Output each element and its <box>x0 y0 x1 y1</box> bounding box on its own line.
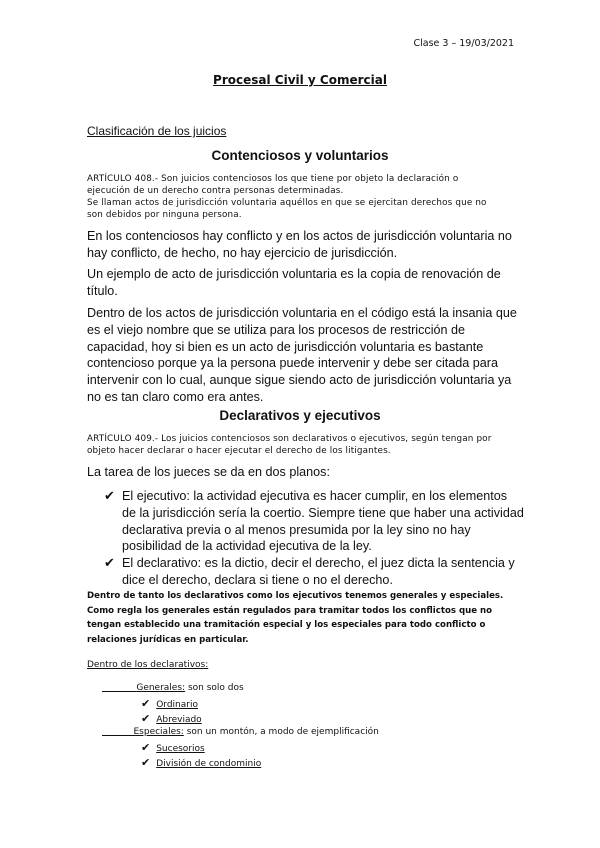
article-408-line: Se llaman actos de jurisdicción voluntaria aquéllos en que se ejercitan derechos que no <box>87 198 487 208</box>
tree-especiales <box>102 727 379 737</box>
tree-item-ordinario <box>141 697 198 710</box>
article-408-line: ARTÍCULO 408.- Son juicios contenciosos los que tiene por objeto la declaración o <box>87 174 459 184</box>
check-item <box>104 555 524 589</box>
check-list <box>104 488 524 589</box>
check-icon: ✔ <box>141 712 151 725</box>
article-408-line: ejecución de un derecho contra personas determinadas. <box>87 186 344 196</box>
especiales-label: Especiales: <box>133 727 184 737</box>
tree-item-sucesorios <box>141 741 205 754</box>
article-409-line: ARTÍCULO 409.- Los juicios contenciosos son declarativos o ejecutivos, según tengan por <box>87 434 492 444</box>
check-icon: ✔ <box>104 555 115 571</box>
tree-item-label: Ordinario <box>156 700 198 710</box>
article-408 <box>87 173 517 221</box>
paragraph-conflict: En los contenciosos hay conflicto y en los actos de jurisdicción voluntaria no hay conflicto, de hecho, no hay ejercicio de jurisdicción. <box>87 229 512 260</box>
check-icon: ✔ <box>141 756 151 769</box>
tree-title: Dentro de los declarativos: <box>87 660 209 670</box>
check-icon: ✔ <box>104 488 115 503</box>
check-item-text: El ejecutivo: la actividad ejecutiva es hacer cumplir, en los elementos de la jurisdicción sería la coertio. Siempre tiene que haber una actividad declarativa previa o al menos presumida por la ley sino no hay posibilidad de la actividad ejecutiva de la ley. <box>122 489 524 554</box>
tree-item-label: Sucesorios <box>156 744 205 754</box>
check-icon: ✔ <box>141 741 151 754</box>
article-409 <box>87 433 517 457</box>
tree-item-division <box>141 756 261 769</box>
bold-note: Dentro de tanto los declarativos como los ejecutivos tenemos generales y especiales. Como regla los generales están regulados para tramitar todos los conflictos que no tengan establecido una tramitación especial y los especiales para todo conflicto o relaciones jurídicas en particular. <box>87 591 504 645</box>
tree-item-label: Abreviado <box>156 715 202 725</box>
tree-item-label: División de condominio <box>156 759 262 769</box>
paragraph-example: Un ejemplo de acto de jurisdicción voluntaria es la copia de renovación de título. <box>87 267 501 298</box>
paragraph-insania: Dentro de los actos de jurisdicción voluntaria en el código está la insania que es el viejo nombre que se utiliza para los procesos de restricción de capacidad, hoy si bien es un acto de jurisdicción voluntaria es bastante contencioso porque ya la persona puede intervenir y debe ser citada para intervenir con lo cual, aunque sigue siendo acto de jurisdicción voluntaria ya no es tan claro como era antes. <box>87 306 517 404</box>
especiales-text: son un montón, a modo de ejemplificación <box>183 727 379 737</box>
article-409-line: objeto hacer declarar o hacer ejecutar el derecho de los litigantes. <box>87 446 391 456</box>
section-label: Clasificación de los juicios <box>87 124 227 138</box>
paragraph-tarea: La tarea de los jueces se da en dos planos: <box>87 465 330 479</box>
heading-declarativos: Declarativos y ejecutivos <box>219 408 381 423</box>
article-408-line: son debidos por ninguna persona. <box>87 210 242 220</box>
tree-generales <box>102 683 244 693</box>
check-icon: ✔ <box>141 697 151 710</box>
generales-label: Generales: <box>136 683 186 693</box>
heading-contenciosos: Contenciosos y voluntarios <box>211 148 389 163</box>
tree-item-abreviado <box>141 712 202 725</box>
generales-text: son solo dos <box>185 683 244 693</box>
check-item <box>104 488 524 555</box>
class-date-header: Clase 3 – 19/03/2021 <box>413 38 514 49</box>
document-title: Procesal Civil y Comercial <box>213 73 387 87</box>
check-item-text: El declarativo: es la dictio, decir el derecho, el juez dicta la sentencia y dice el derecho, declara si tiene o no el derecho. <box>122 556 515 587</box>
